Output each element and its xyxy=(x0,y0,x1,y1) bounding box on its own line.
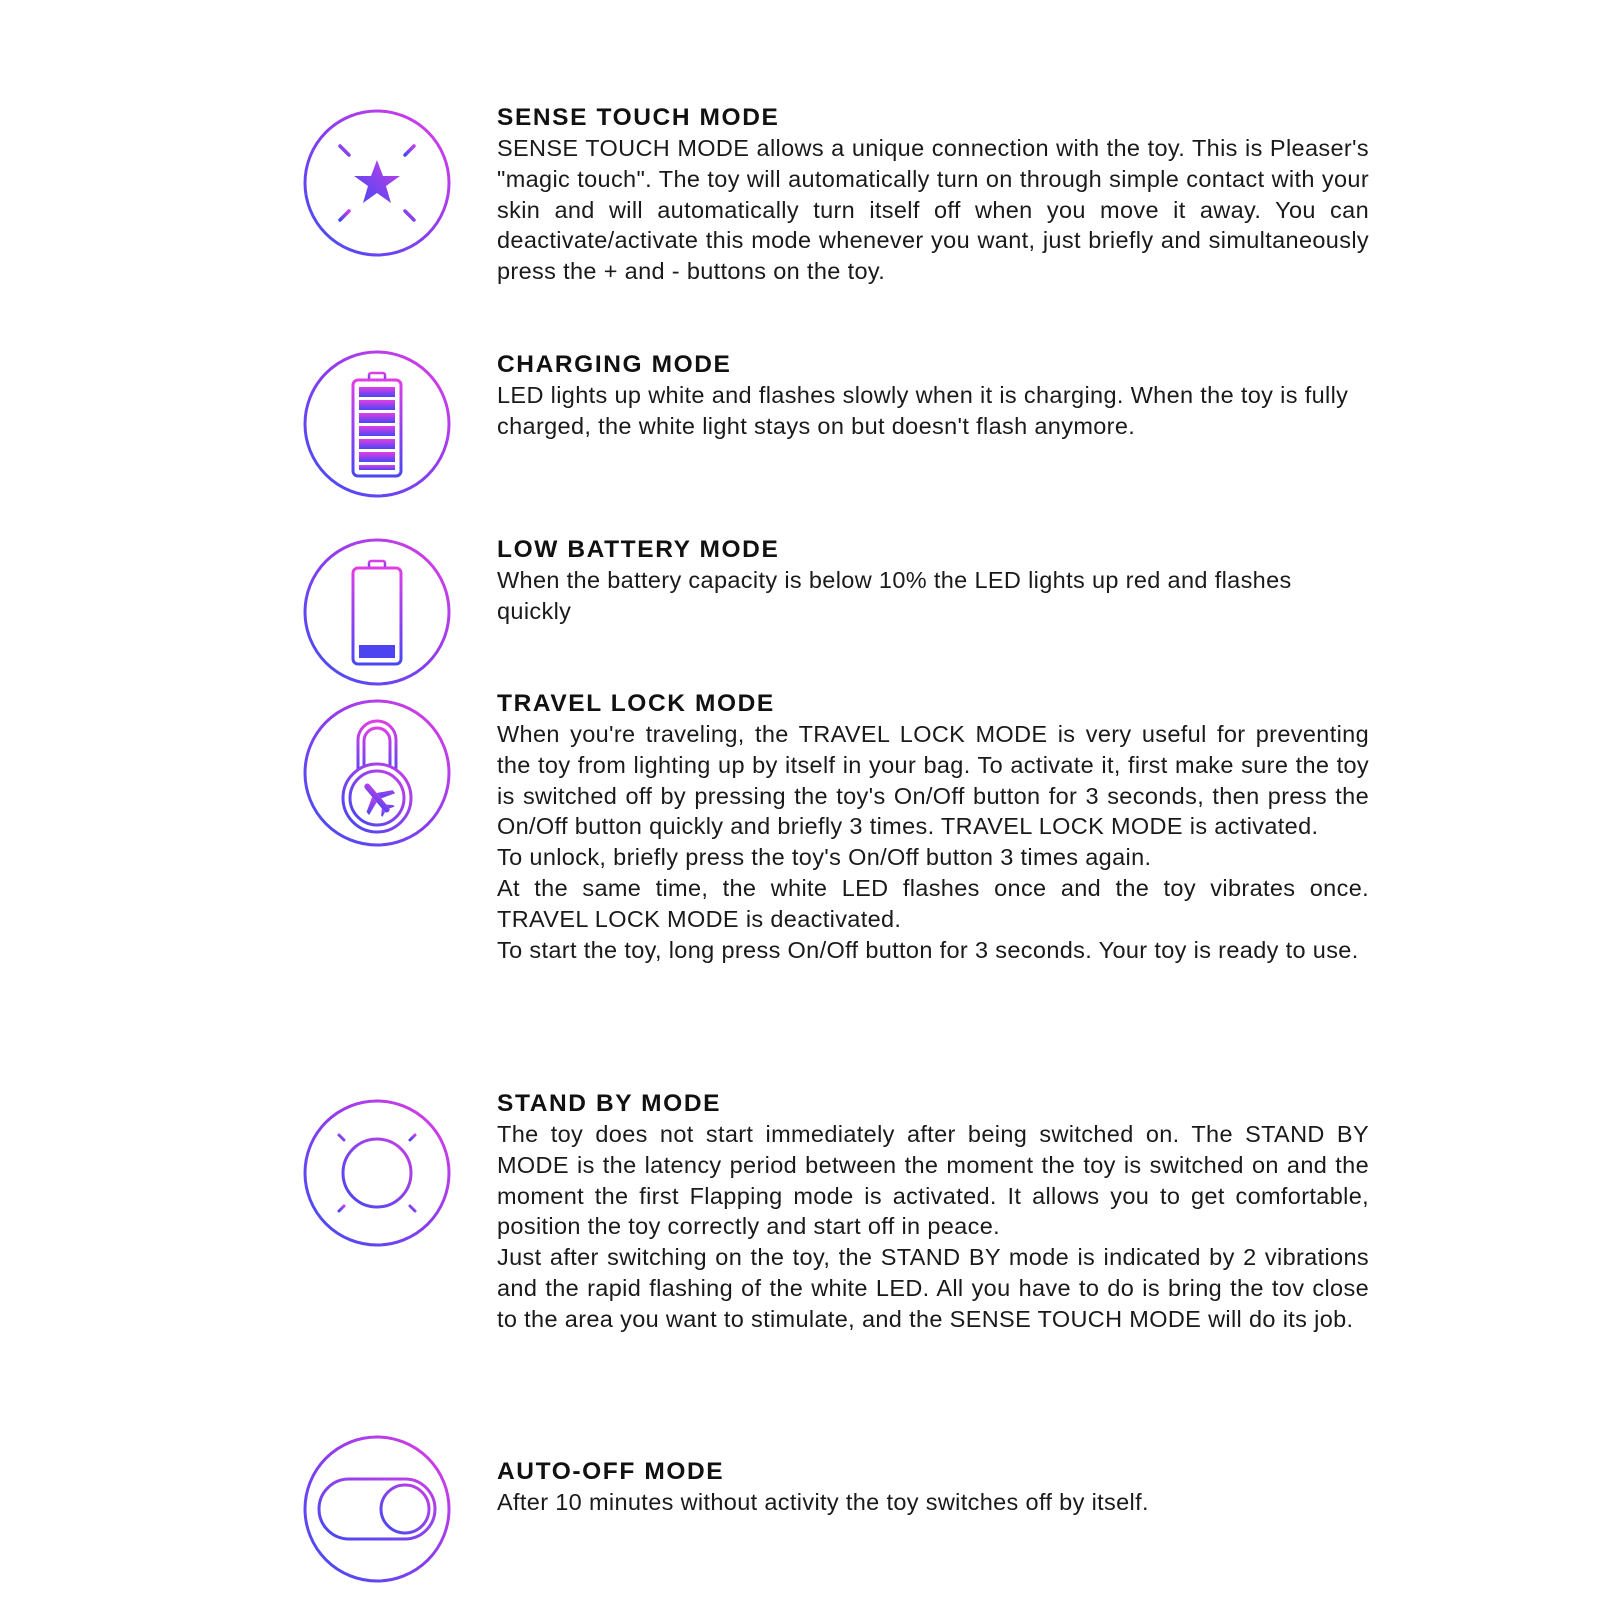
low-battery-text xyxy=(497,534,1369,627)
sparkle-star-icon xyxy=(302,108,452,258)
sense-touch-text xyxy=(497,102,1369,287)
section-paragraph: When the battery capacity is below 10% the LED lights up red and flashes quickly xyxy=(497,567,1292,624)
section-paragraph: At the same time, the white LED flashes once and the toy vibrates once. TRAVEL LOCK MODE is deactivated. xyxy=(497,874,1369,932)
section-paragraph: To unlock, briefly press the toy's On/Off button 3 times again. xyxy=(497,844,1152,871)
section-title: STAND BY MODE xyxy=(497,1090,722,1117)
battery-low-icon xyxy=(302,537,452,687)
section-paragraph: To start the toy, long press On/Off button for 3 seconds. Your toy is ready to use. xyxy=(497,936,1359,963)
section-paragraph: Just after switching on the toy, the STAND BY mode is indicated by 2 vibrations and the rapid flashing of the white LED. All you have to do is bring the tov close to the area you want to stimulate, and the SENSE TOUCH MODE will do its job. xyxy=(497,1244,1369,1332)
section-title: AUTO-OFF MODE xyxy=(497,1458,725,1485)
section-paragraph: LED lights up white and flashes slowly when it is charging. When the toy is fully charged, the white light stays on but doesn't flash anymore. xyxy=(497,382,1349,439)
section-title: TRAVEL LOCK MODE xyxy=(497,690,775,717)
travel-lock-text xyxy=(497,688,1369,965)
charging-text xyxy=(497,349,1369,442)
section-title: LOW BATTERY MODE xyxy=(497,536,780,563)
section-paragraph: When you're traveling, the TRAVEL LOCK MODE is very useful for preventing the toy from lighting up by itself in your bag. To activate it, first make sure the toy is switched off by pressing the toy's On/Off button for 3 seconds, then press the On/Off button quickly and briefly 3 times. TRAVEL LOCK MODE is activated. xyxy=(497,721,1369,840)
toggle-switch-icon xyxy=(302,1434,452,1584)
travel-lock-icon xyxy=(302,698,452,848)
battery-full-icon xyxy=(302,349,452,499)
auto-off-text xyxy=(497,1456,1369,1518)
stand-by-icon xyxy=(302,1098,452,1248)
section-paragraph: The toy does not start immediately after being switched on. The STAND BY MODE is the latency period between the moment the toy is switched on and the moment the first Flapping mode is activated. It allows you to get comfortable, position the toy correctly and start off in peace. xyxy=(497,1121,1369,1240)
section-title: CHARGING MODE xyxy=(497,351,732,378)
section-title: SENSE TOUCH MODE xyxy=(497,104,780,131)
section-paragraph: After 10 minutes without activity the toy switches off by itself. xyxy=(497,1489,1149,1515)
stand-by-text xyxy=(497,1088,1369,1335)
section-paragraph: SENSE TOUCH MODE allows a unique connection with the toy. This is Pleaser's "magic touch". The toy will automatically turn on through simple contact with your skin and will automatically turn itself off when you move it away. You can deactivate/activate this mode whenever you want, just briefly and simultaneously press the + and - buttons on the toy. xyxy=(497,135,1369,285)
